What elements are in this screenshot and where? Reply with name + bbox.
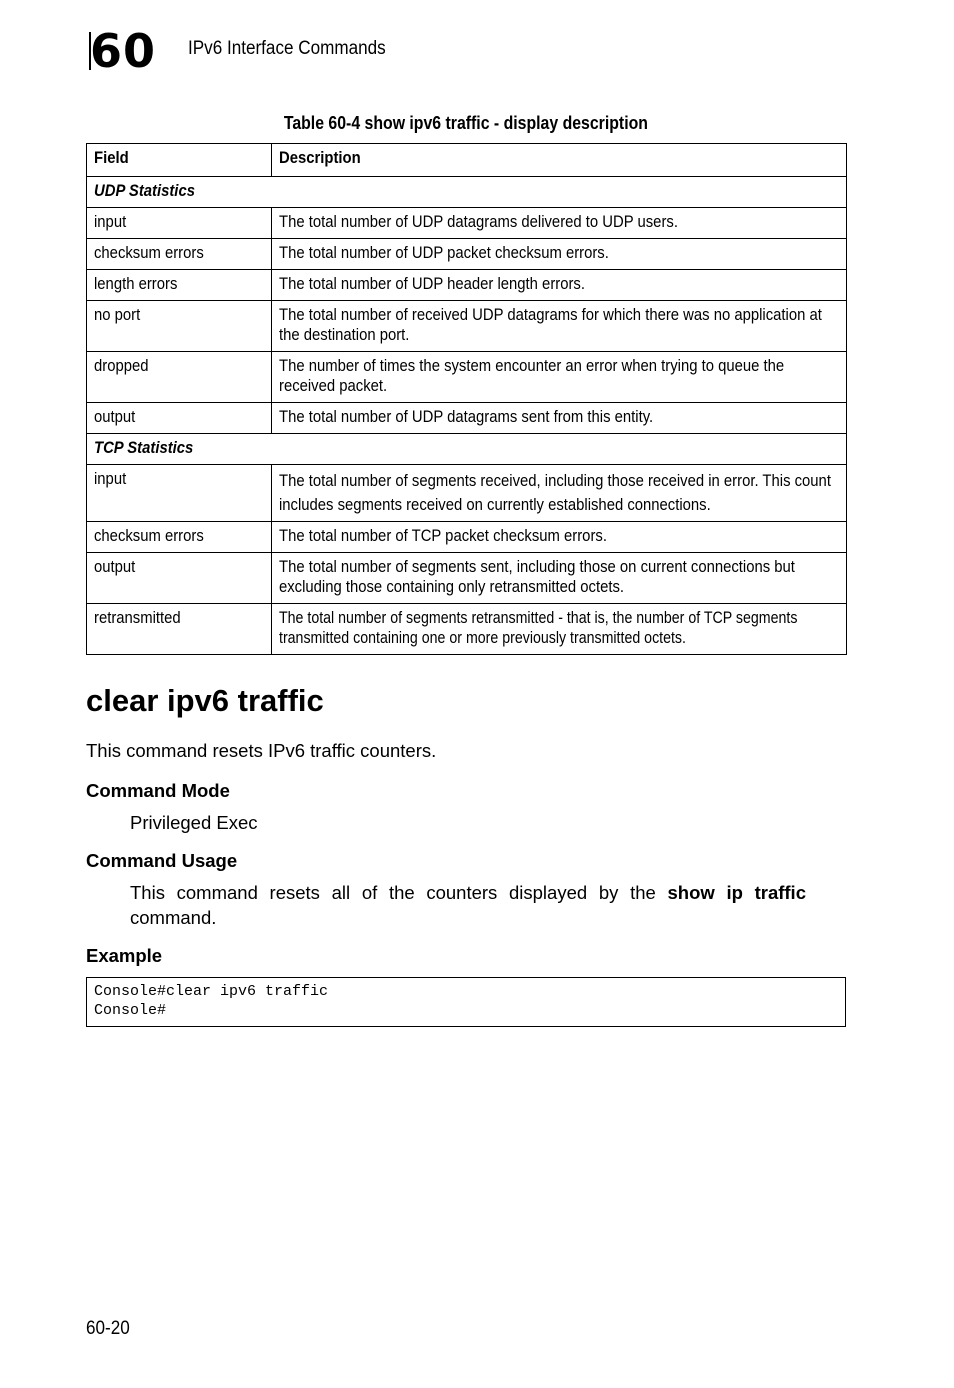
usage-text-after: command. [130,907,217,928]
command-mode-text: Privileged Exec [130,812,258,833]
table-caption [86,113,846,134]
table-caption-text: Table 60-4 show ipv6 traffic - display description [283,113,649,133]
field-cell: checksum errors [87,522,272,553]
command-mode-heading: Command Mode [86,780,230,801]
tcp-section-row [87,434,847,465]
field-cell: output [87,553,272,604]
udp-section-label: UDP Statistics [87,177,847,208]
tcp-section-label: TCP Statistics [87,434,847,465]
display-description-table [86,143,847,655]
description-cell: The total number of UDP datagrams delivered to UDP users. [272,208,847,239]
field-cell: output [87,403,272,434]
description-cell: The total number of segments sent, including those on current connections but excluding those containing only retransmitted octets. [272,553,847,604]
table-row [87,522,847,553]
field-cell: retransmitted [87,604,272,655]
table-row [87,604,847,655]
table-row [87,239,847,270]
table-row [87,352,847,403]
description-cell: The number of times the system encounter an error when trying to queue the received packet. [272,352,847,403]
description-cell: The total number of received UDP datagrams for which there was no application at the destination port. [272,301,847,352]
field-cell: input [87,465,272,522]
description-cell: The total number of UDP packet checksum errors. [272,239,847,270]
description-cell: The total number of UDP header length errors. [272,270,847,301]
table-row [87,208,847,239]
description-cell: The total number of segments received, including those received in error. This count includes segments received on currently established connections. [272,465,847,522]
column-header-field: Field [87,144,272,177]
command-usage-text [130,880,806,930]
usage-command-reference: show ip traffic [667,882,806,903]
example-heading: Example [86,945,163,966]
description-cell: The total number of UDP datagrams sent from this entity. [272,403,847,434]
command-usage-heading: Command Usage [86,850,238,871]
example-code-block [86,977,846,1027]
field-cell: length errors [87,270,272,301]
usage-text-before: This command resets all of the counters displayed by the [130,882,668,903]
chapter-title: IPv6 Interface Commands [188,38,386,59]
table-header-row [87,144,847,177]
field-cell: input [87,208,272,239]
field-cell: no port [87,301,272,352]
column-header-description: Description [272,144,847,177]
code-line: Console# [94,1002,167,1019]
code-line: Console#clear ipv6 traffic [94,983,329,1000]
field-cell: dropped [87,352,272,403]
description-cell: The total number of TCP packet checksum errors. [272,522,847,553]
page-number: 60-20 [86,1318,130,1339]
udp-section-row [87,177,847,208]
table-row [87,301,847,352]
table-row [87,465,847,522]
description-cell: The total number of segments retransmitted - that is, the number of TCP segments transmitted containing one or more previously transmitted octets. [272,604,847,655]
field-cell: checksum errors [87,239,272,270]
command-intro: This command resets IPv6 traffic counters. [86,740,437,761]
table-row [87,403,847,434]
table-row [87,270,847,301]
command-title: clear ipv6 traffic [86,683,324,718]
chapter-number: 60 [90,24,157,78]
table-row [87,553,847,604]
